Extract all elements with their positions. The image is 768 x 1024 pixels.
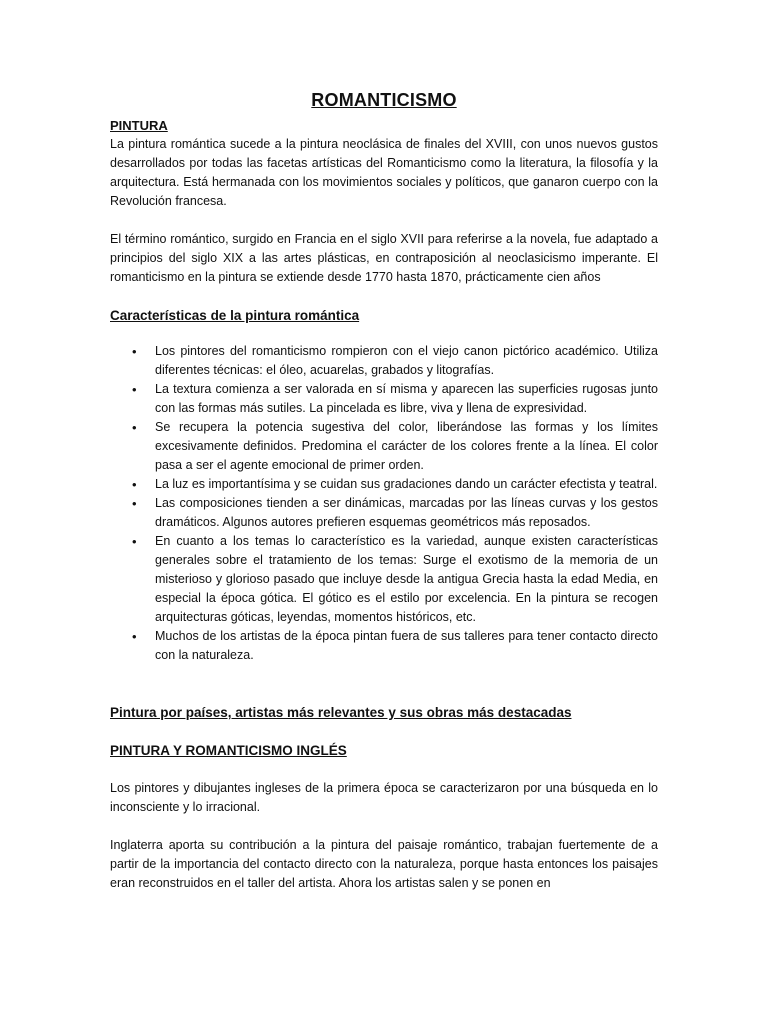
bullet-icon: • bbox=[132, 534, 137, 549]
section-pintura bbox=[110, 116, 658, 287]
bullet-icon: • bbox=[132, 344, 137, 359]
document-body bbox=[110, 88, 658, 893]
section-heading-paises: Pintura por países, artistas más relevantes y sus obras más destacadas bbox=[110, 705, 572, 720]
section-heading-ingles: PINTURA Y ROMANTICISMO INGLÉS bbox=[110, 743, 347, 758]
list-item-text: Se recupera la potencia sugestiva del color, liberándose las formas y los límites excesivamente definidos. Predomina el carácter de los colores frente a la línea. El color pasa a ser el agente emocional de primer orden. bbox=[155, 420, 658, 472]
paragraph-ingles-intro: Los pintores y dibujantes ingleses de la primera época se caracterizaron por una búsqueda en lo inconsciente y lo irracional. bbox=[110, 781, 658, 814]
list-item bbox=[110, 475, 658, 494]
section-paises bbox=[110, 703, 658, 722]
list-item bbox=[110, 418, 658, 475]
paragraph-inglaterra-paisaje: Inglaterra aporta su contribución a la pintura del paisaje romántico, trabajan fuertemente de a partir de la importancia del contacto directo con la naturaleza, porque hasta entonces los paisajes eran reconstruidos en el taller del artista. Ahora los artistas salen y se ponen en bbox=[110, 838, 658, 890]
document-title: ROMANTICISMO bbox=[311, 90, 457, 110]
characteristics-list bbox=[110, 342, 658, 665]
list-item-text: Las composiciones tienden a ser dinámicas, marcadas por las líneas curvas y los gestos dramáticos. Algunos autores prefieren esquemas geométricos más reposados. bbox=[155, 496, 658, 529]
section-heading-pintura: PINTURA bbox=[110, 118, 168, 133]
section-caracteristicas bbox=[110, 306, 658, 665]
bullet-icon: • bbox=[132, 420, 137, 435]
list-item bbox=[110, 342, 658, 380]
list-item bbox=[110, 380, 658, 418]
paragraph-termino-romantico: El término romántico, surgido en Francia en el siglo XVII para referirse a la novela, fue adaptado a principios del siglo XIX a las artes plásticas, en contraposición al neoclasicismo imperante. El romanticismo en la pintura se extiende desde 1770 hasta 1870, prácticamente cien años bbox=[110, 232, 658, 284]
section-ingles bbox=[110, 741, 658, 893]
bullet-icon: • bbox=[132, 382, 137, 397]
bullet-icon: • bbox=[132, 629, 137, 644]
list-item-text: Muchos de los artistas de la época pintan fuera de sus talleres para tener contacto directo con la naturaleza. bbox=[155, 629, 658, 662]
list-item-text: En cuanto a los temas lo característico es la variedad, aunque existen características generales sobre el tratamiento de los temas: Surge el exotismo de la memoria de un misterioso y glorioso pasado que incluye desde la antigua Grecia hasta la edad Media, en especial la época gótica. El gótico es el estilo por excelencia. En la pintura se recogen arquitecturas góticas, leyendas, momentos históricos, etc. bbox=[155, 534, 658, 624]
list-item bbox=[110, 494, 658, 532]
list-item bbox=[110, 627, 658, 665]
list-item-text: La luz es importantísima y se cuidan sus gradaciones dando un carácter efectista y teatral. bbox=[155, 477, 658, 491]
section-heading-caracteristicas: Características de la pintura romántica bbox=[110, 308, 360, 323]
paragraph-pintura-intro: La pintura romántica sucede a la pintura neoclásica de finales del XVIII, con unos nuevos gustos desarrollados por todas las facetas artísticas del Romanticismo como la literatura, la filosofía y la arquitectura. Está hermanada con los movimientos sociales y políticos, que ganaron cuerpo con la Revolución francesa. bbox=[110, 137, 658, 208]
list-item-text: La textura comienza a ser valorada en sí misma y aparecen las superficies rugosas junto con las formas más sutiles. La pincelada es libre, viva y llena de expresividad. bbox=[155, 382, 658, 415]
list-item bbox=[110, 532, 658, 627]
bullet-icon: • bbox=[132, 496, 137, 511]
list-item-text: Los pintores del romanticismo rompieron con el viejo canon pictórico académico. Utiliza diferentes técnicas: el óleo, acuarelas, grabados y litografías. bbox=[155, 344, 658, 377]
bullet-icon: • bbox=[132, 477, 137, 492]
